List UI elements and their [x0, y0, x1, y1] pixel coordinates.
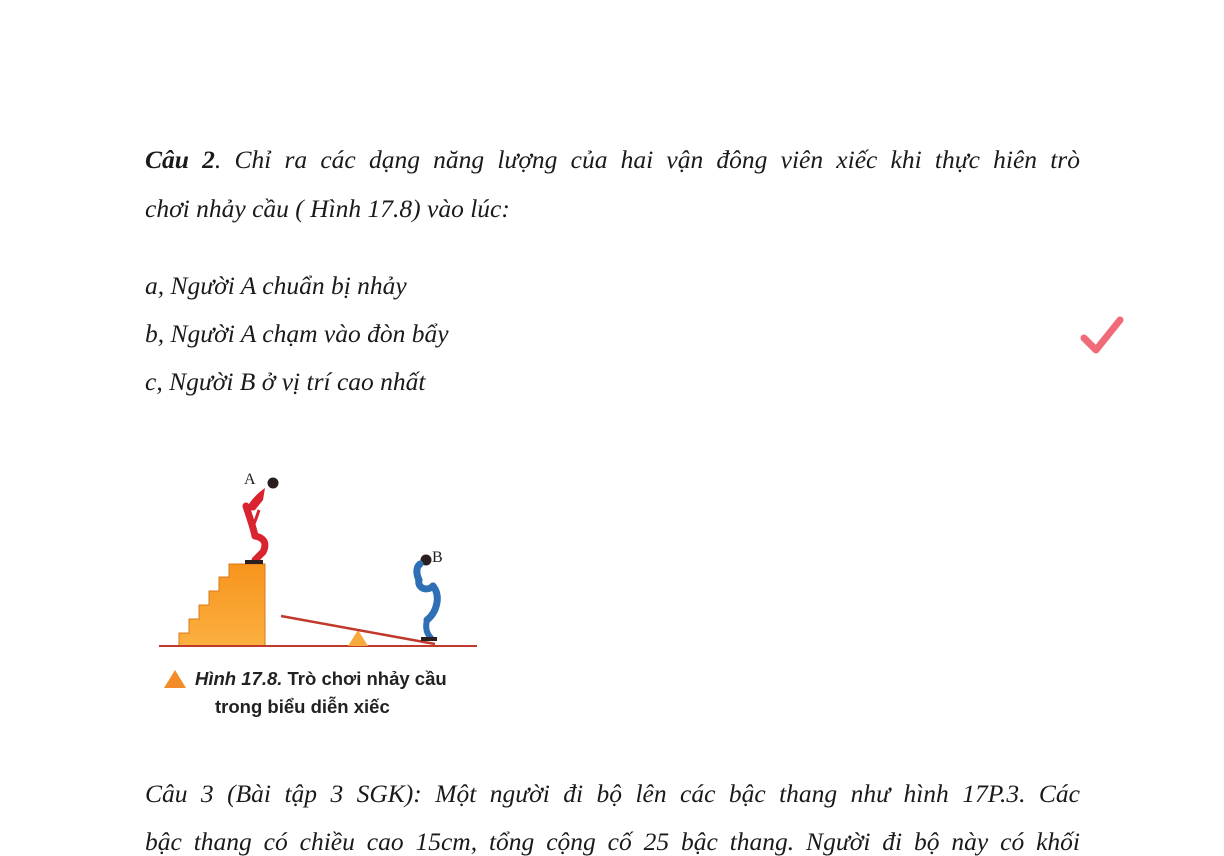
caption-text: Trò chơi nhảy cầu	[282, 668, 447, 689]
caption-label: Hình 17.8.	[195, 668, 283, 689]
figure-caption	[163, 666, 483, 720]
question-3-line-1: Câu 3 (Bài tập 3 SGK): Một người đi bộ lên các bậc thang như hình 17P.3. Các	[145, 779, 1080, 808]
person-b-figure	[417, 555, 437, 642]
option-b: b, Người A chạm vào đòn bẩy	[145, 319, 449, 348]
question-2-text: . Chỉ ra các dạng năng lượng của hai vận đông viên xiếc khi thực hiên trò	[214, 145, 1080, 174]
question-3-line-2: bậc thang có chiều cao 15cm, tổng cộng cố 25 bậc thang. Người đi bộ này có khối	[145, 827, 1080, 856]
question-2-label: Câu 2	[145, 145, 215, 174]
check-mark-icon	[1078, 312, 1126, 360]
option-a: a, Người A chuẩn bị nhảy	[145, 271, 407, 300]
option-c: c, Người B ở vị trí cao nhất	[145, 367, 426, 396]
label-b: B	[432, 549, 443, 566]
question-2-line-2: chơi nhảy cầu ( Hình 17.8) vào lúc:	[145, 194, 510, 223]
triangle-icon	[163, 669, 187, 689]
person-a-figure	[245, 478, 279, 565]
circus-scene-illustration	[145, 452, 485, 662]
stairs	[179, 564, 265, 646]
caption-line-2: trong biểu diễn xiếc	[215, 696, 390, 717]
label-a: A	[244, 471, 256, 488]
figure-17-8	[145, 452, 485, 742]
question-2-line-1	[145, 147, 1080, 173]
